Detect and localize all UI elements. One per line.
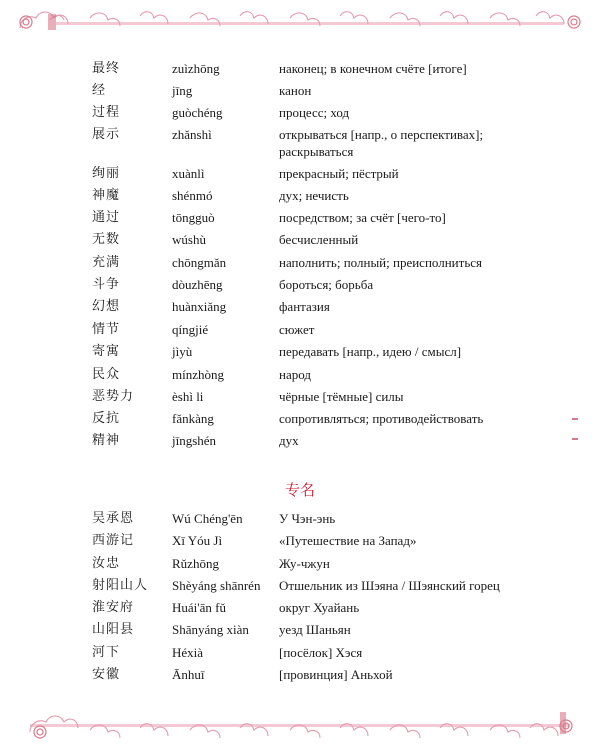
vocab-pinyin: xuànlì: [172, 166, 205, 181]
vocab-meaning: бороться; борьба: [279, 277, 374, 292]
name-pinyin: Wú Chéng'ēn: [172, 511, 243, 526]
vocab-hanzi: 展示: [92, 127, 121, 142]
vocab-meaning: передавать [напр., идею / смысл]: [279, 344, 462, 359]
vocab-meaning: прекрасный; пёстрый: [279, 166, 399, 181]
vocab-meaning: процесс; ход: [279, 105, 350, 120]
vocab-meaning: открываться [напр., о перспективах]; раскрываться: [279, 127, 484, 159]
name-meaning: округ Хуайань: [279, 600, 360, 615]
name-pinyin: Huái'ān fǔ: [172, 600, 226, 615]
name-hanzi: 安徽: [92, 667, 121, 682]
vocab-hanzi: 神魔: [92, 188, 121, 203]
vocab-hanzi: 无数: [92, 232, 121, 247]
name-pinyin: Ānhuī: [172, 667, 205, 682]
name-hanzi: 河下: [92, 645, 121, 660]
name-meaning: Отшельник из Шэяна / Шэянский горец: [279, 578, 500, 593]
vocab-pinyin: qíngjié: [172, 322, 209, 337]
vocab-hanzi: 过程: [92, 105, 121, 120]
margin-mark: [572, 418, 578, 420]
vocab-pinyin: zuìzhōng: [172, 61, 220, 76]
bottom-cloud-border: [0, 712, 600, 748]
name-meaning: [посёлок] Хэся: [279, 645, 363, 660]
top-cloud-border: [0, 0, 600, 36]
vocab-hanzi: 恶势力: [92, 389, 135, 404]
vocab-hanzi: 幻想: [92, 299, 121, 314]
vocab-pinyin: tōngguò: [172, 210, 215, 225]
vocab-hanzi: 经: [92, 83, 107, 98]
vocab-pinyin: jīngshén: [172, 433, 217, 448]
vocab-meaning: посредством; за счёт [чего-то]: [279, 210, 446, 225]
vocab-pinyin: jīng: [172, 83, 193, 98]
vocab-hanzi: 反抗: [92, 411, 121, 426]
vocab-hanzi: 寄寓: [92, 344, 121, 359]
proper-names-title: 专名: [284, 481, 315, 499]
vocab-meaning: сюжет: [279, 322, 315, 337]
vocab-meaning: фантазия: [279, 299, 330, 314]
vocab-meaning: бесчисленный: [279, 232, 359, 247]
vocab-pinyin: èshì li: [172, 389, 204, 404]
vocab-meaning: чёрные [тёмные] силы: [279, 389, 404, 404]
vocab-pinyin: zhǎnshì: [172, 127, 212, 142]
vocab-meaning: сопротивляться; противодействовать: [279, 411, 484, 426]
name-meaning: [провинция] Аньхой: [279, 667, 393, 682]
vocab-pinyin: guòchéng: [172, 105, 223, 120]
name-hanzi: 西游记: [92, 533, 135, 548]
name-meaning: Жу-чжун: [279, 556, 330, 571]
name-hanzi: 淮安府: [92, 600, 135, 615]
vocab-meaning: дух; нечисть: [279, 188, 349, 203]
vocab-hanzi: 最终: [92, 61, 121, 76]
vocab-pinyin: mínzhòng: [172, 367, 224, 382]
vocab-pinyin: huànxiǎng: [172, 299, 227, 314]
name-meaning: «Путешествие на Запад»: [279, 533, 417, 548]
name-hanzi: 山阳县: [92, 622, 135, 637]
name-meaning: У Чэн-энь: [279, 511, 336, 526]
vocab-hanzi: 情节: [92, 322, 121, 337]
vocab-meaning: наполнить; полный; преисполниться: [279, 255, 482, 270]
vocab-hanzi: 精神: [92, 433, 121, 448]
vocab-hanzi: 绚丽: [92, 166, 121, 181]
vocab-pinyin: wúshù: [172, 232, 206, 247]
name-meaning: уезд Шаньян: [279, 622, 351, 637]
vocab-pinyin: chōngmǎn: [172, 255, 227, 270]
name-hanzi: 吴承恩: [92, 511, 135, 526]
vocab-hanzi: 斗争: [92, 277, 121, 292]
vocab-pinyin: shénmó: [172, 188, 213, 203]
name-hanzi: 汝忠: [92, 556, 121, 571]
name-pinyin: Xī Yóu Jì: [172, 533, 223, 548]
vocab-meaning: канон: [279, 83, 312, 98]
vocab-meaning: народ: [279, 367, 311, 382]
name-pinyin: Shèyáng shānrén: [172, 578, 261, 593]
name-pinyin: Rǔzhōng: [172, 556, 219, 571]
vocab-hanzi: 民众: [92, 367, 121, 382]
vocab-meaning: наконец; в конечном счёте [итоге]: [279, 61, 467, 76]
vocab-hanzi: 通过: [92, 210, 121, 225]
margin-mark: [572, 438, 578, 440]
vocab-pinyin: fǎnkàng: [172, 411, 214, 426]
name-hanzi: 射阳山人: [92, 578, 149, 593]
name-pinyin: Héxià: [172, 645, 204, 660]
name-pinyin: Shānyáng xiàn: [172, 622, 249, 637]
vocab-pinyin: jìyù: [172, 344, 193, 359]
vocab-hanzi: 充满: [92, 255, 121, 270]
vocab-meaning: дух: [279, 433, 299, 448]
vocab-pinyin: dòuzhēng: [172, 277, 223, 292]
